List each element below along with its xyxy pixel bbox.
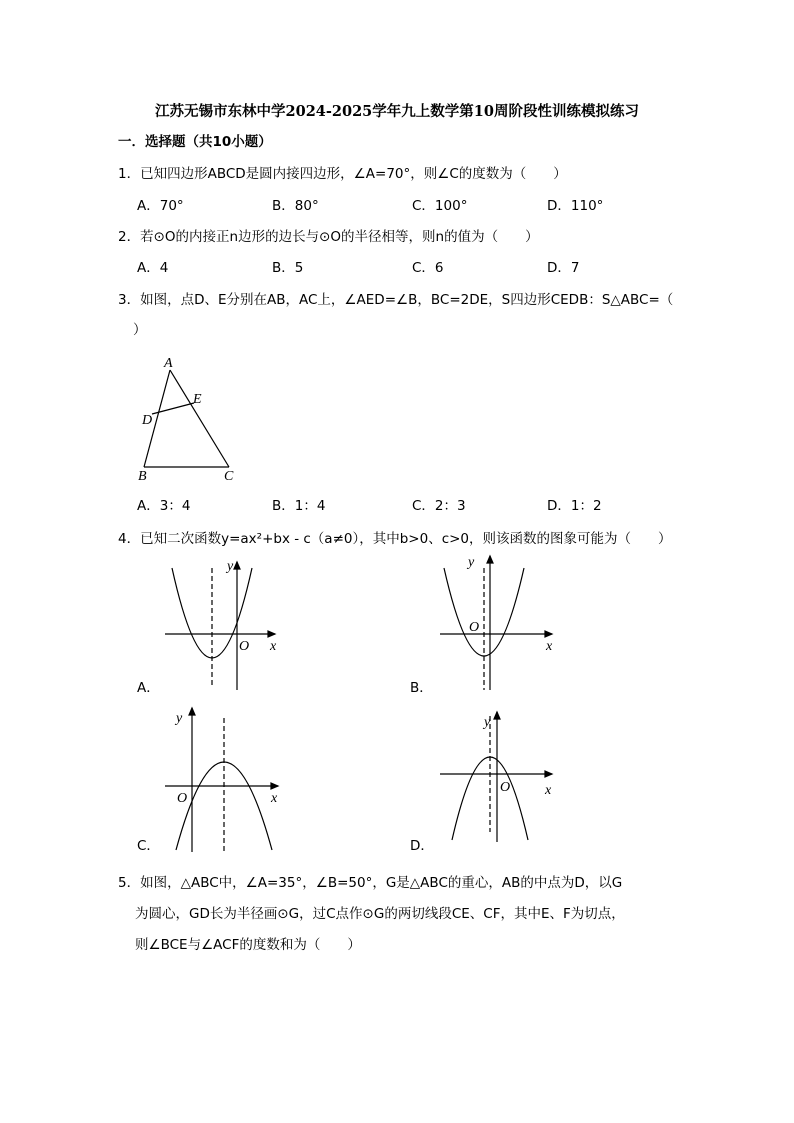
graph-a — [165, 559, 277, 690]
label-a: A — [164, 356, 173, 371]
q2-option-a: A．4 — [137, 260, 169, 276]
q1-option-c: C．100° — [412, 198, 468, 214]
x-label: x — [271, 791, 278, 806]
q3-option-a: A．3：4 — [137, 498, 191, 514]
x-axis-arrow-icon — [271, 783, 278, 789]
question-2-stem: 2．若⊙O的内接正n边形的边长与⊙O的半径相等，则n的值为（ ） — [118, 229, 539, 245]
q4-option-c-label: C． — [137, 838, 160, 854]
x-label: x — [546, 639, 553, 654]
question-3-stem: 3．如图，点D、E分别在AB，AC上，∠AED=∠B，BC=2DE，S四边形CEDB：S△ABC=（ — [118, 292, 674, 308]
y-axis-arrow-icon — [494, 712, 500, 719]
q2-option-d: D．7 — [547, 260, 580, 276]
y-label: y — [176, 711, 183, 726]
label-c: C — [224, 469, 234, 484]
graph-d — [440, 712, 552, 842]
label-b: B — [138, 469, 147, 484]
label-d: D — [142, 413, 153, 428]
origin-label: O — [469, 620, 480, 635]
q1-option-b: B．80° — [272, 198, 319, 214]
x-label: x — [270, 639, 277, 654]
origin-label: O — [177, 791, 188, 806]
segment-de — [152, 403, 194, 414]
q1-option-d: D．110° — [547, 198, 604, 214]
question-3-stem-cont: ） — [133, 322, 147, 338]
x-axis-arrow-icon — [545, 631, 552, 637]
q3-option-d: D．1：2 — [547, 498, 602, 514]
q3-option-b: B．1：4 — [272, 498, 326, 514]
origin-label: O — [239, 639, 250, 654]
q4-option-b-label: B． — [410, 680, 433, 696]
y-label: y — [484, 715, 491, 730]
y-axis-arrow-icon — [487, 556, 493, 563]
label-e: E — [193, 392, 202, 407]
question-1-stem: 1．已知四边形ABCD是圆内接四边形，∠A=70°，则∠C的度数为（ ） — [118, 166, 567, 182]
question-5-line-3: 则∠BCE与∠ACF的度数和为（ ） — [135, 937, 361, 953]
question-5-line-1: 5．如图，△ABC中，∠A=35°，∠B=50°，G是△ABC的重心，AB的中点为D，以G — [118, 875, 623, 891]
y-label: y — [227, 559, 234, 574]
q4-option-d-label: D． — [410, 838, 434, 854]
y-label: y — [468, 555, 475, 570]
x-label: x — [545, 783, 552, 798]
side-ac — [170, 370, 229, 467]
q1-option-a: A．70° — [137, 198, 184, 214]
page-title: 江苏无锡市东林中学2024-2025学年九上数学第10周阶段性训练模拟练习 — [155, 103, 639, 120]
x-axis-arrow-icon — [268, 631, 275, 637]
section-heading: 一．选择题（共10小题） — [118, 134, 272, 150]
question-5-line-2: 为圆心，GD长为半径画⊙G，过C点作⊙G的两切线段CE、CF，其中E、F为切点， — [135, 906, 625, 922]
q2-option-c: C．6 — [412, 260, 444, 276]
graph-c — [165, 708, 278, 852]
y-axis-arrow-icon — [189, 708, 195, 715]
y-axis-arrow-icon — [234, 562, 240, 569]
triangle-figure — [138, 356, 234, 484]
q2-option-b: B．5 — [272, 260, 304, 276]
q3-option-c: C．2：3 — [412, 498, 466, 514]
origin-label: O — [500, 780, 511, 795]
x-axis-arrow-icon — [545, 771, 552, 777]
graph-b — [440, 555, 553, 690]
question-4-stem: 4．已知二次函数y=ax²+bx - c（a≠0），其中b>0、c>0，则该函数的图象可能为（ ） — [118, 531, 672, 547]
q4-option-a-label: A． — [137, 680, 160, 696]
